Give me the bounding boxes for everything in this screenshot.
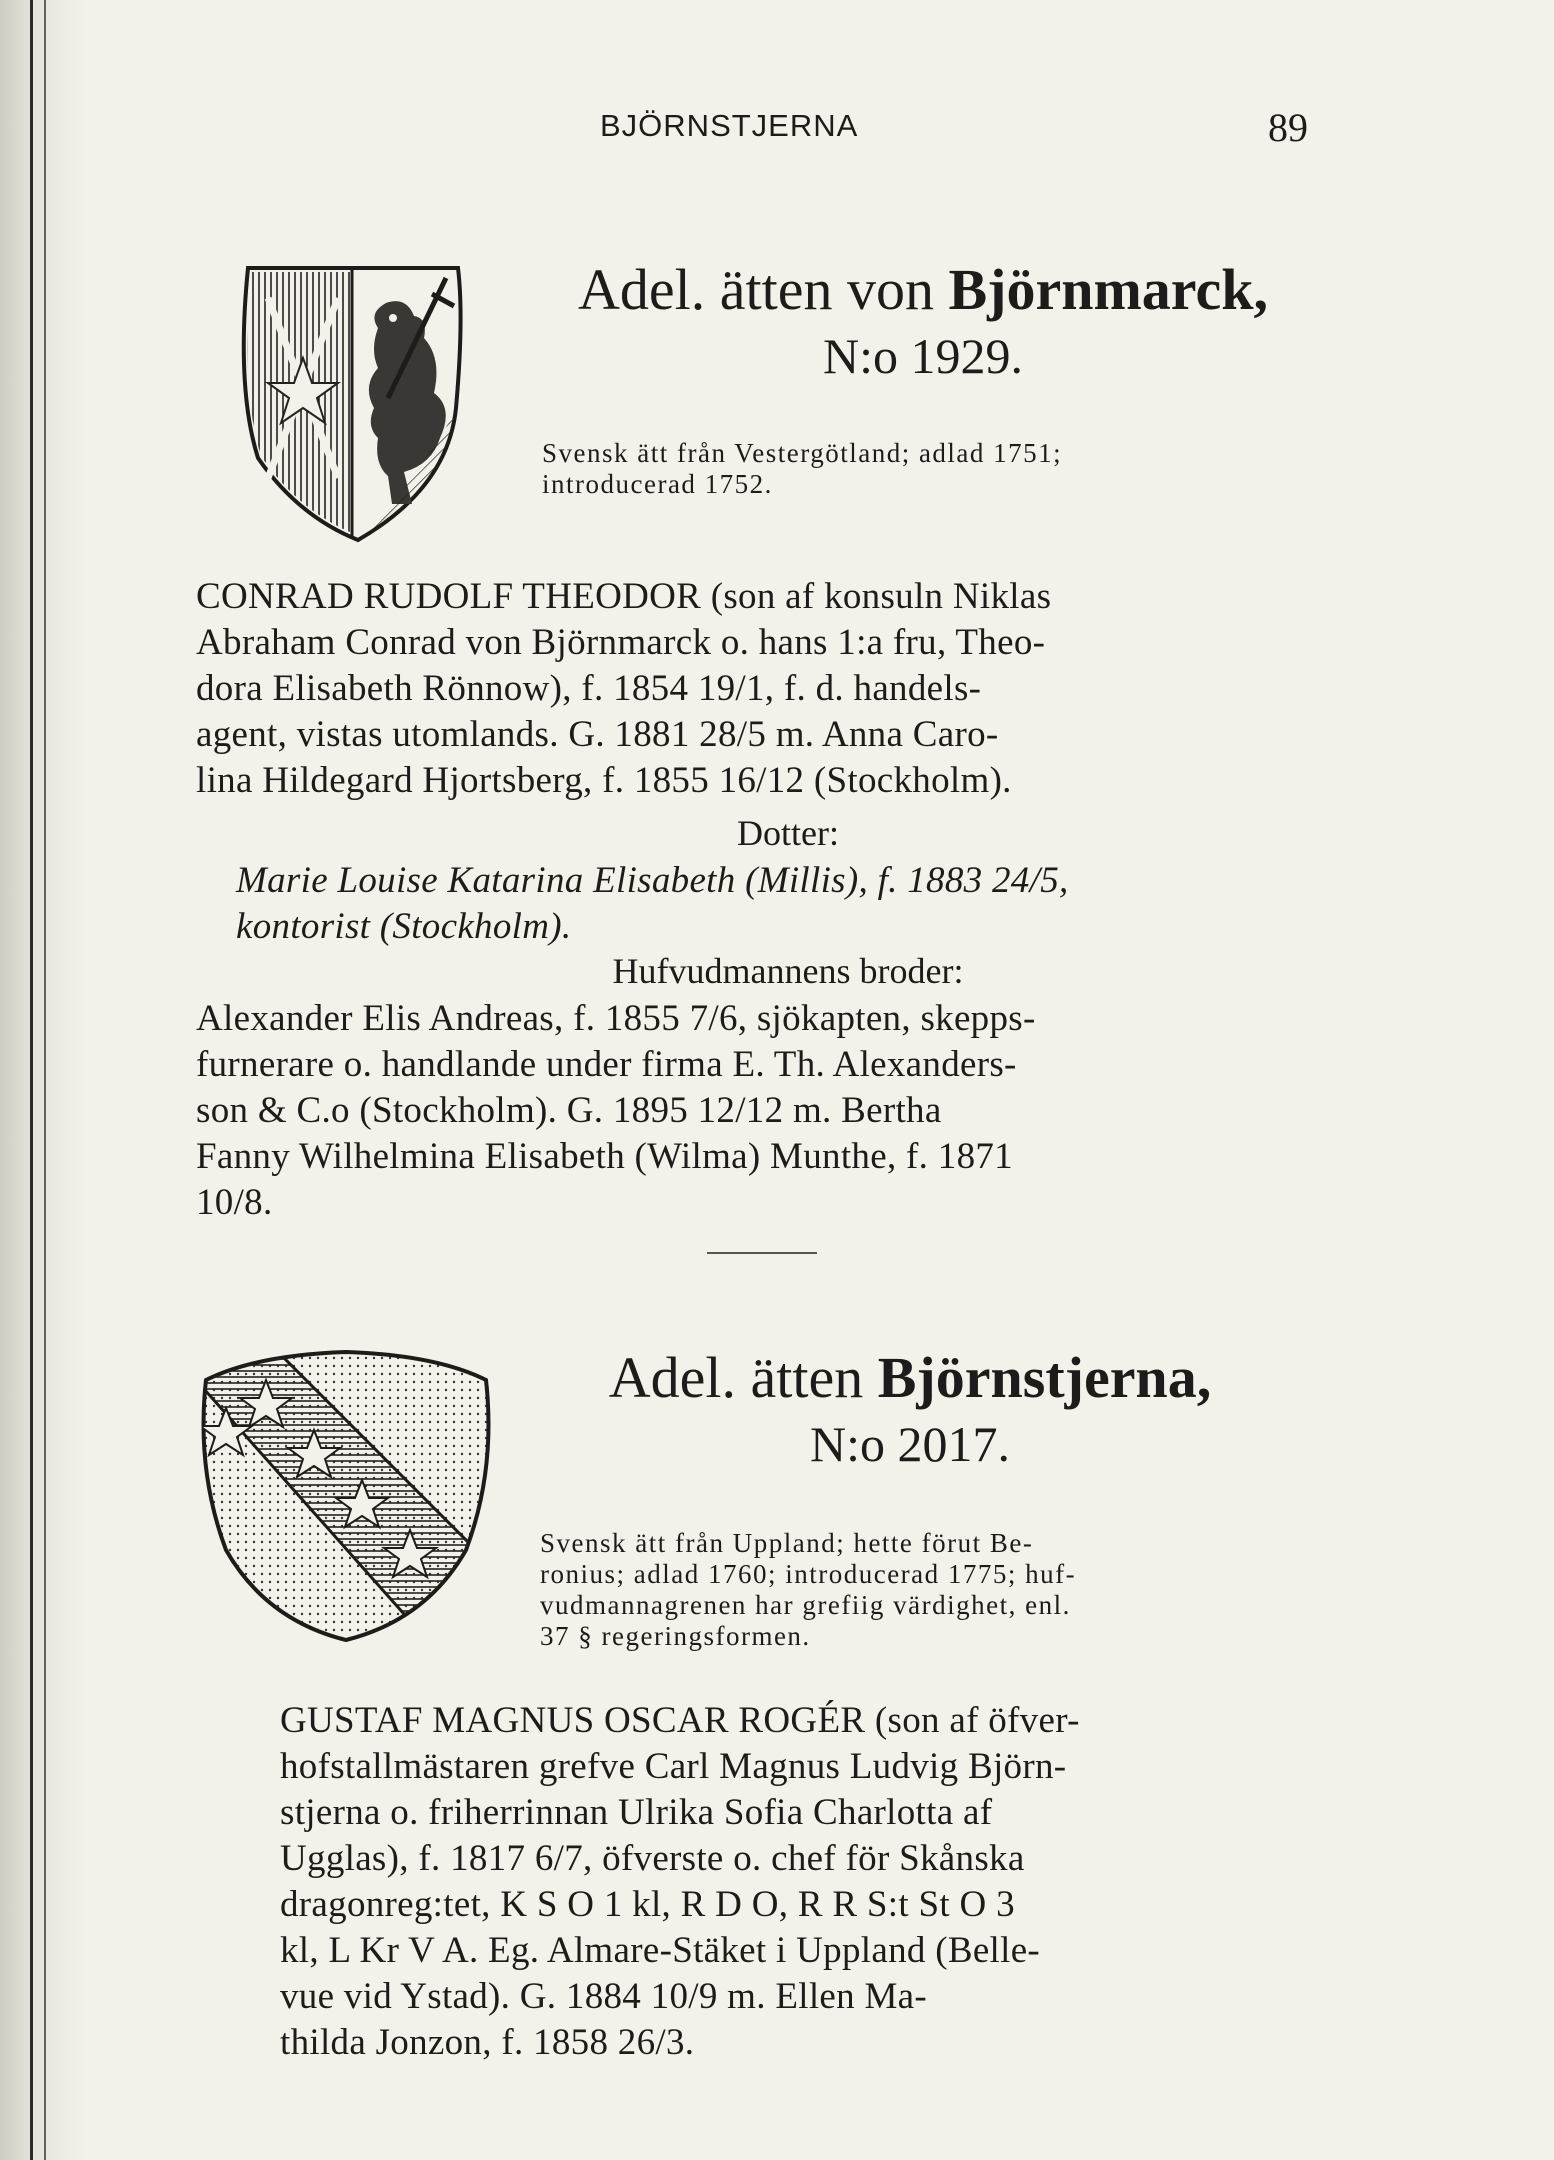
section-label-dotter: Dotter: <box>737 813 839 853</box>
entry-title <box>528 256 1318 323</box>
entry-paragraph: CONRAD RUDOLF THEODOR (son af konsuln Niklas Abraham Conrad von Björnmarck o. hans 1:a fru, Theo- dora Elisabeth Rönnow), f. 1854 19/1, f. d. handels- agent, vistas utomlands. G. 1881 28/5 m. Anna Caro- lina Hildegard Hjortsberg, f. 1855 16/12 (Stockholm). <box>196 576 1052 801</box>
entry-paragraph: GUSTAF MAGNUS OSCAR ROGÉR (son af öfver- hofstallmästaren grefve Carl Magnus Ludvig Björn- stjerna o. friherrinnan Ulrika Sofia Charlotta af Ugglas), f. 1817 6/7, öfverste o. chef för Skånska dragonreg:tet, K S O 1 kl, R D O, R R S:t St O 3 kl, L Kr V A. Eg. Almare-Stäket i Uppland (Belle- vue vid Ystad). G. 1884 10/9 m. Ellen Ma- thilda Jonzon, f. 1858 26/3. <box>280 1700 1080 2063</box>
entry-number: N:o 2017. <box>810 1416 1010 1472</box>
entry-paragraph: Marie Louise Katarina Elisabeth (Millis), f. 1883 24/5, kontorist (Stockholm). <box>236 860 1069 947</box>
section-label-broder: Hufvudmannens broder: <box>612 951 964 991</box>
page-number: 89 <box>1268 105 1308 150</box>
coat-of-arms-bjornstjerna-icon <box>196 1340 496 1650</box>
entry-paragraph: Alexander Elis Andreas, f. 1855 7/6, sjökapten, skepps- furnerare o. handlande under firma E. Th. Alexanders- son & C.o (Stockholm). G. 1895 12/12 m. Bertha Fanny Wilhelmina Elisabeth (Wilma) Munthe, f. 1871 10/8. <box>196 998 1036 1223</box>
binding-gutter <box>0 0 90 2160</box>
running-head: BJÖRNSTJERNA <box>600 108 859 143</box>
entry-number: N:o 1929. <box>823 328 1023 384</box>
gutter-line <box>44 0 46 2160</box>
gutter-line <box>30 0 33 2160</box>
entry-heading-bjornstjerna <box>560 1344 1260 1473</box>
section-divider <box>707 1252 817 1254</box>
coat-of-arms-bjornmarck-icon <box>228 258 478 548</box>
title-surname: Björnstjerna, <box>877 1345 1212 1410</box>
title-prefix: Adel. ätten von <box>578 257 934 322</box>
title-surname: Björnmarck, <box>948 257 1268 322</box>
family-note: Svensk ätt från Vestergötland; adlad 1751; introducerad 1752. <box>542 438 1063 499</box>
entry-title <box>560 1344 1260 1411</box>
entry-heading-bjornmarck <box>528 256 1318 385</box>
family-note: Svensk ätt från Uppland; hette förut Be- ronius; adlad 1760; introducerad 1775; huf- vudmannagrenen har grefiig värdighet, enl. 37 § regeringsformen. <box>540 1528 1077 1651</box>
title-prefix: Adel. ätten <box>608 1345 864 1410</box>
